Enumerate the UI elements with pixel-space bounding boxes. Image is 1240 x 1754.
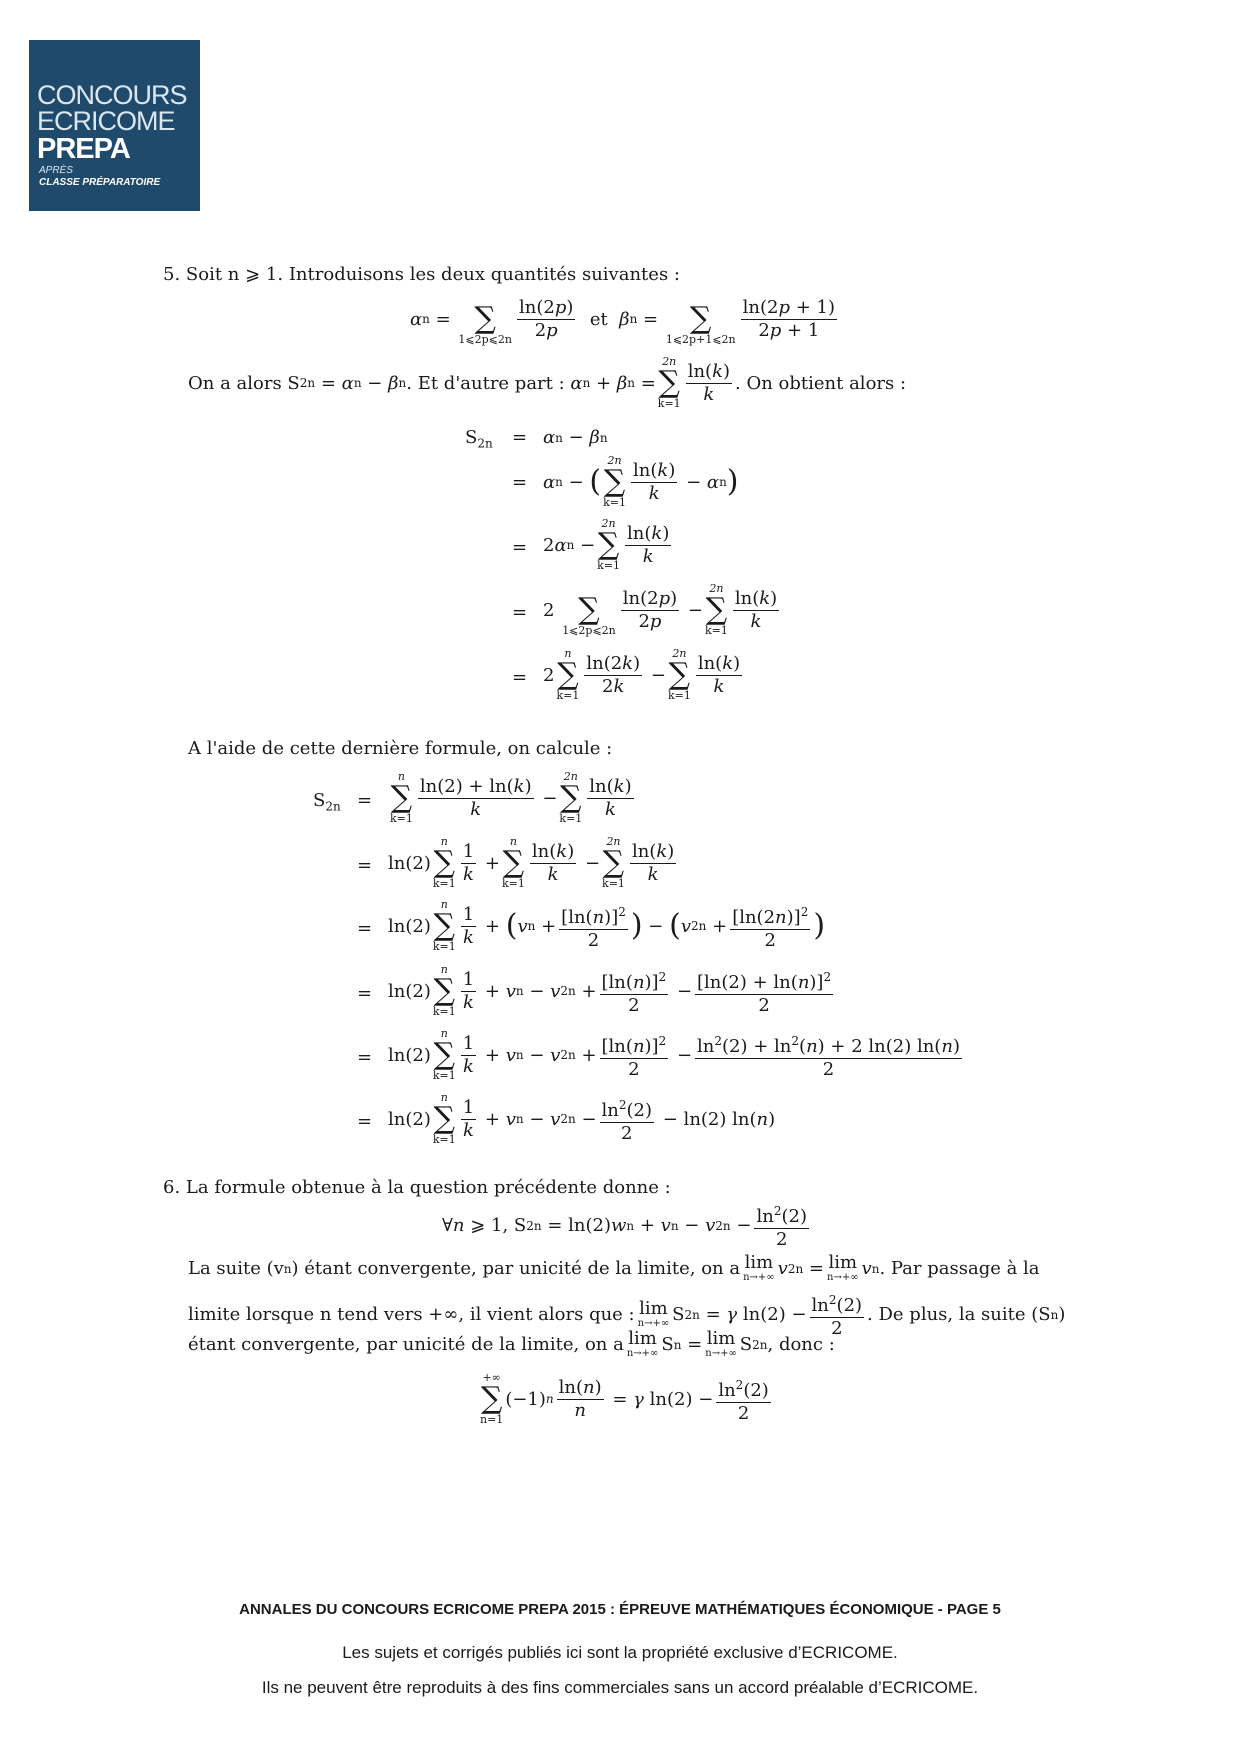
q6-p3: étant convergente, par unicité de la limite, on a [188,1334,624,1355]
block2-row4: ln(2) n ∑ k=1 $\frac{1}{k}$ + v n − v 2n + $\frac{[\ln(n)]^2}{2}$ − $\frac{[\ln(2) + \ln(n)]^2}{2}$ [388,963,832,1018]
q5-number: 5. [163,264,181,285]
block2-row3: ln(2) n ∑ k=1 $\frac{1}{k}$ + ( v n + $\frac{[\ln(n)]^2}{2}$ ) − ( v 2n + $\frac{[\ln(2n)]^2}{2}$ ) [388,898,826,953]
q5-line2-b: Et d'autre part : [417,372,565,394]
et-word: et [589,308,608,330]
q6-p2c: ) [1058,1304,1066,1325]
block1-row4: 2 ∑ 1⩽2p⩽2n $\frac{\ln(2p)}{2p}$ − 2n ∑ k=1 $\frac{\ln(k)}{k}$ [543,582,778,637]
logo-line2: ECRICOME [37,106,175,136]
logo-line4: APRÈS [39,165,73,176]
q6-p2b: . De plus, la suite (S [867,1304,1051,1325]
logo-line1: CONCOURS [37,80,187,110]
q6-p3b: , donc : [767,1334,835,1355]
block2-lhs: $S_{2n}$ [313,790,341,814]
footer-line1: Les sujets et corrigés publiés ici sont la propriété exclusive d’ECRICOME. [342,1643,898,1662]
q6-p1: La suite (v [188,1258,284,1279]
q5-line2: On a alors S 2n = α n − β n . Et d'autre part : α n + β n = 2n ∑ k=1 $\frac{\ln(k)}{k}$ . On obtient alors : [188,355,907,410]
q5-intro: Soit n ⩾ 1. Introduisons les deux quantités suivantes : [185,264,680,285]
block1-row1: α n − β n [543,427,608,448]
logo-line3: PREPA [37,133,130,165]
logo-line5: CLASSE PRÉPARATOIRE [39,177,161,188]
q6-para-line1: La suite (v n ) étant convergente, par unicité de la limite, on a lim n→+∞ v 2n = lim n→+∞ v n . Par passage à la [188,1252,1040,1283]
ecricome-logo [29,40,200,211]
footer-line2: Ils ne peuvent être reproduits à des fins commerciales sans un accord préalable d’ECRICOME. [261,1678,979,1697]
q6-number: 6. [163,1177,181,1198]
q6-p1c: . Par passage à la [879,1258,1040,1279]
q5-intro-line [163,264,680,286]
q6-para-line3: étant convergente, par unicité de la limite, on a lim n→+∞ S n = lim n→+∞ S 2n , donc : [188,1328,835,1359]
block1-row2: α n − ( 2n ∑ k=1 $\frac{\ln(k)}{k}$ − α n ) [543,454,739,509]
footer-title: ANNALES DU CONCOURS ECRICOME PREPA 2015 : ÉPREUVE MATHÉMATIQUES ÉCONOMIQUE - PAGE 5 [239,1601,1001,1618]
block1-row3: 2 α n − 2n ∑ k=1 $\frac{\ln(k)}{k}$ [543,517,670,572]
q6-equation1: ∀ n ⩾ 1, S 2n = ln(2) w n + v n − v 2n − $\frac{\ln^2(2)}{2}$ [442,1200,812,1251]
alpha-beta-definition: α n = ∑ 1⩽2p⩽2n $\frac{\ln(2p)}{2p}$ et β n = ∑ 1⩽2p+1⩽2n $\frac{\ln(2p + 1)}{2p + 1}$ [410,296,835,346]
block2-row2: ln(2) n ∑ k=1 $\frac{1}{k}$ + n ∑ k=1 $\frac{\ln(k)}{k}$ − 2n ∑ k=1 $\frac{\ln(k)}{k}$ [388,835,675,890]
q6-intro-line [163,1177,671,1199]
block2-row5: ln(2) n ∑ k=1 $\frac{1}{k}$ + v n − v 2n + $\frac{[\ln(n)]^2}{2}$ − $\frac{\ln^2(2) + \ln^2(n) + 2 \ln(2) \ln(n)}{2}$ [388,1027,960,1082]
block2-row6: ln(2) n ∑ k=1 $\frac{1}{k}$ + v n − v 2n − $\frac{\ln^2(2)}{2}$ − ln(2) ln( n ) [388,1091,776,1146]
q5-transition: A l'aide de cette dernière formule, on calcule : [188,738,613,759]
q6-p1b: ) étant convergente, par unicité de la limite, on a [291,1258,741,1279]
q6-para-line2: limite lorsque n tend vers +∞, il vient alors que : lim n→+∞ S 2n = γ ln(2) − $\frac{\ln^2(2)}{2}$ . De plus, la suite (S n ) [188,1289,1065,1340]
block1-row5: 2 n ∑ k=1 $\frac{\ln(2k)}{2k}$ − 2n ∑ k=1 $\frac{\ln(k)}{k}$ [543,647,741,702]
block2-row1: n ∑ k=1 $\frac{\ln(2) + \ln(k)}{k}$ − 2n ∑ k=1 $\frac{\ln(k)}{k}$ [390,770,632,825]
q6-p2: limite lorsque n tend vers +∞, il vient alors que : [188,1304,635,1325]
q5-line2-c: . On obtient alors : [735,372,907,394]
block1-lhs: $S_{2n}$ [465,427,493,451]
q6-intro: La formule obtenue à la question précédente donne : [185,1177,671,1198]
q5-line2-a: On a alors S [188,372,300,394]
q6-final-equation: +∞ ∑ n=1 (−1) n $\frac{\ln(n)}{n}$ = γ ln(2) − $\frac{\ln^2(2)}{2}$ [480,1371,769,1426]
